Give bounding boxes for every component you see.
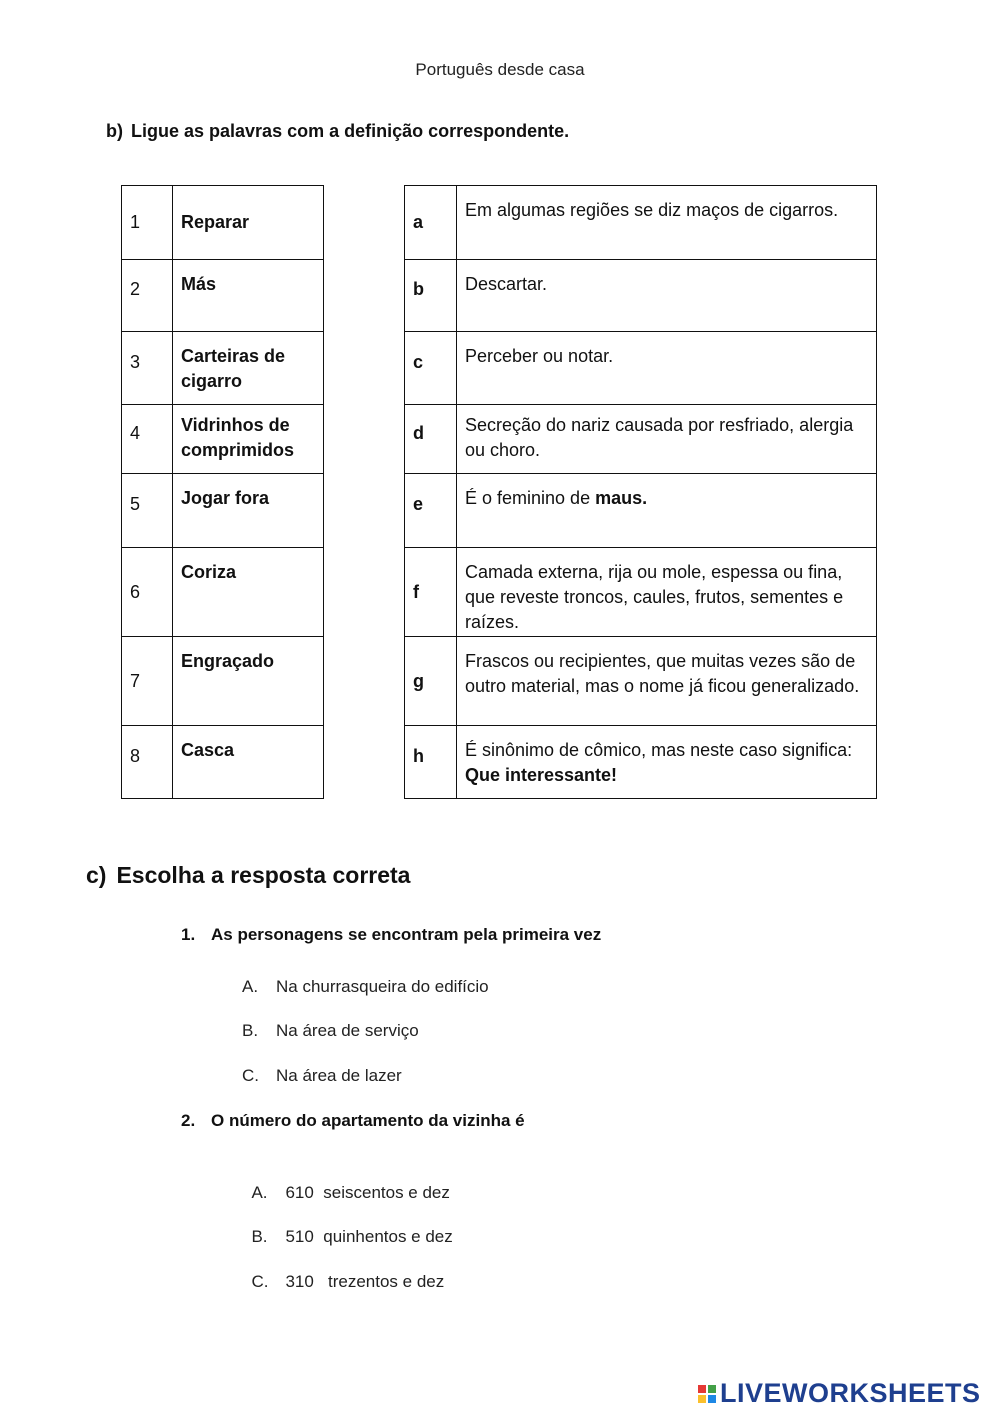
section-b-text: Ligue as palavras com a definição correspondente.: [131, 121, 570, 141]
definition-cell[interactable]: Descartar.: [457, 260, 877, 332]
word-cell[interactable]: Carteiras de cigarro: [173, 332, 324, 405]
question-1-option-a[interactable]: [242, 977, 489, 997]
question-2-option-b[interactable]: [242, 1207, 453, 1247]
question-2-option-a[interactable]: [242, 1163, 450, 1203]
row-number: 2: [122, 260, 173, 332]
letter-cell: g: [405, 637, 457, 726]
section-b-instruction: [106, 121, 569, 142]
letter-cell: b: [405, 260, 457, 332]
row-number: 4: [122, 405, 173, 474]
definition-text: É sinônimo de cômico, mas neste caso significa:: [465, 740, 853, 760]
definition-cell[interactable]: [457, 726, 877, 799]
question-1-option-c[interactable]: [242, 1066, 402, 1086]
matching-table: [121, 185, 877, 799]
table-row: [122, 405, 877, 474]
page-header-title: Português desde casa: [415, 60, 585, 79]
letter-cell: e: [405, 474, 457, 548]
letter-cell: d: [405, 405, 457, 474]
question-2: [181, 1111, 525, 1131]
row-number: 1: [122, 186, 173, 260]
word-cell[interactable]: Más: [173, 260, 324, 332]
table-row: [122, 726, 877, 799]
option-text: Na churrasqueira do edifício: [276, 977, 489, 996]
question-2-option-c[interactable]: [242, 1252, 444, 1292]
definition-cell[interactable]: Frascos ou recipientes, que muitas vezes são de outro material, mas o nome já ficou generalizado.: [457, 637, 877, 726]
logo-square: [698, 1385, 706, 1393]
logo-text: LIVEWORKSHEETS: [720, 1378, 981, 1408]
option-letter: C.: [242, 1066, 259, 1085]
section-c-title: Escolha a resposta correta: [116, 862, 411, 888]
word-cell[interactable]: Coriza: [173, 548, 324, 637]
definition-cell[interactable]: Em algumas regiões se diz maços de cigarros.: [457, 186, 877, 260]
word-cell[interactable]: Casca: [173, 726, 324, 799]
option-text: 610 seiscentos e dez: [285, 1183, 450, 1202]
definition-cell[interactable]: [457, 474, 877, 548]
section-c-marker: c): [86, 862, 107, 888]
option-letter: B.: [242, 1021, 259, 1040]
definition-bold-text: Que interessante!: [465, 765, 618, 785]
definition-cell[interactable]: Perceber ou notar.: [457, 332, 877, 405]
matching-gap[interactable]: [324, 186, 405, 799]
question-text: As personagens se encontram pela primeira vez: [211, 925, 602, 944]
question-1: [181, 925, 601, 945]
word-cell[interactable]: Vidrinhos de comprimidos: [173, 405, 324, 474]
row-number: 3: [122, 332, 173, 405]
word-cell[interactable]: Engraçado: [173, 637, 324, 726]
question-number: 2.: [181, 1111, 196, 1130]
letter-cell: f: [405, 548, 457, 637]
definition-cell[interactable]: Secreção do nariz causada por resfriado, alergia ou choro.: [457, 405, 877, 474]
table-row: [122, 260, 877, 332]
row-number: 5: [122, 474, 173, 548]
letter-cell: c: [405, 332, 457, 405]
logo-square: [708, 1385, 716, 1393]
option-text: 510 quinhentos e dez: [285, 1227, 453, 1246]
question-text: O número do apartamento da vizinha é: [211, 1111, 525, 1130]
section-b-marker: b): [106, 121, 123, 141]
logo-mark-icon: [698, 1385, 716, 1403]
letter-cell: h: [405, 726, 457, 799]
option-letter: C.: [251, 1272, 269, 1291]
definition-text: É o feminino de: [465, 488, 596, 508]
table-row: [122, 548, 877, 637]
table-row: [122, 332, 877, 405]
section-c-heading: [86, 862, 410, 889]
logo-square: [698, 1395, 706, 1403]
option-letter: A.: [251, 1183, 268, 1202]
word-cell[interactable]: Jogar fora: [173, 474, 324, 548]
table-row: [122, 637, 877, 726]
letter-cell: a: [405, 186, 457, 260]
liveworksheets-logo[interactable]: [698, 1378, 981, 1409]
question-number: 1.: [181, 925, 196, 944]
table-row: [122, 474, 877, 548]
question-1-option-b[interactable]: [242, 1021, 419, 1041]
option-text: Na área de serviço: [276, 1021, 419, 1040]
option-text: 310 trezentos e dez: [285, 1272, 445, 1291]
option-letter: A.: [242, 977, 259, 996]
row-number: 8: [122, 726, 173, 799]
row-number: 6: [122, 548, 173, 637]
definition-cell[interactable]: Camada externa, rija ou mole, espessa ou fina, que reveste troncos, caules, frutos, sementes e raízes.: [457, 548, 877, 637]
row-number: 7: [122, 637, 173, 726]
definition-bold-text: maus.: [595, 488, 648, 508]
option-text: Na área de lazer: [276, 1066, 402, 1085]
logo-square: [708, 1395, 716, 1403]
word-cell[interactable]: Reparar: [173, 186, 324, 260]
option-letter: B.: [251, 1227, 268, 1246]
table-row: [122, 186, 877, 260]
